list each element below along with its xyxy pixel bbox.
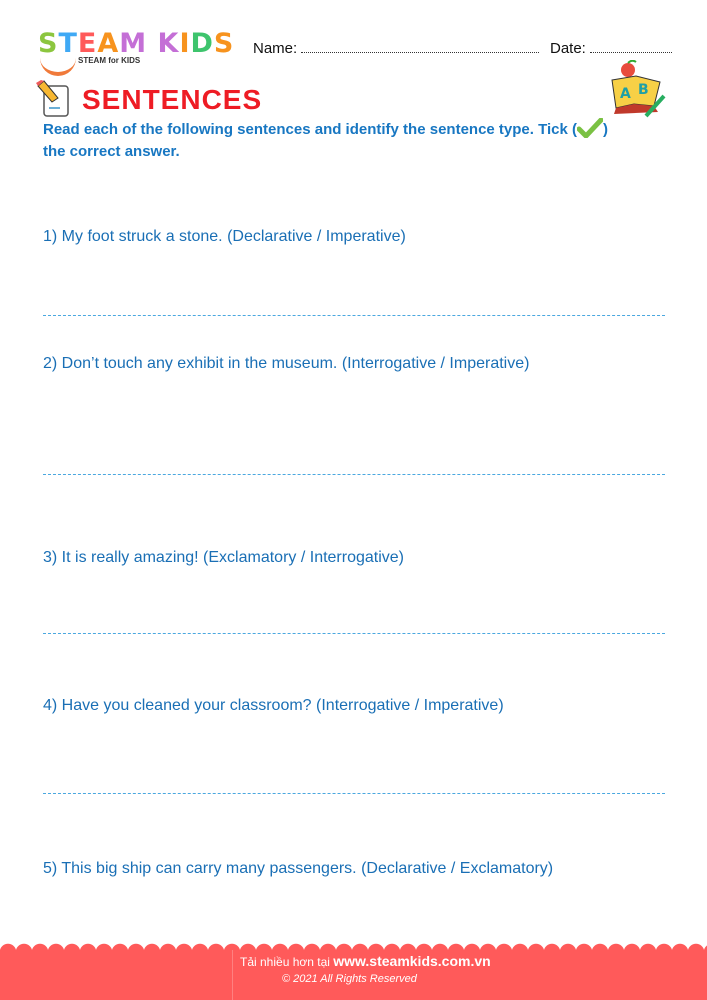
instructions-text: Read each of the following sentences and identify the sentence type. Tick ( bbox=[43, 121, 578, 138]
date-line[interactable] bbox=[590, 42, 672, 53]
logo-letter: I bbox=[179, 28, 191, 59]
pencil-paper-icon bbox=[36, 80, 76, 118]
footer-divider bbox=[232, 950, 233, 1000]
logo-letter: S bbox=[213, 28, 235, 59]
question-5: 5) This big ship can carry many passengers. (Declarative / Exclamatory) bbox=[43, 860, 554, 877]
checkmark-icon bbox=[577, 118, 603, 138]
logo-letter: T bbox=[58, 28, 78, 59]
answer-line-4[interactable] bbox=[43, 793, 665, 794]
abc-book-icon bbox=[606, 60, 666, 118]
steam-kids-logo bbox=[38, 30, 234, 57]
logo-letter: K bbox=[157, 28, 180, 59]
date-field[interactable] bbox=[550, 40, 672, 57]
question-4: 4) Have you cleaned your classroom? (Interrogative / Imperative) bbox=[43, 697, 504, 714]
date-label: Date: bbox=[550, 40, 586, 57]
logo-swoosh bbox=[40, 58, 76, 76]
svg-text:B: B bbox=[638, 82, 649, 98]
name-line[interactable] bbox=[301, 42, 539, 53]
logo-letter: E bbox=[77, 28, 98, 59]
logo-letter: M bbox=[119, 28, 148, 59]
svg-text:A: A bbox=[620, 86, 631, 102]
question-3: 3) It is really amazing! (Exclamatory / Interrogative) bbox=[43, 549, 405, 566]
page-title: SENTENCES bbox=[82, 84, 263, 115]
name-field[interactable] bbox=[253, 40, 539, 57]
logo-letter: D bbox=[190, 28, 214, 59]
answer-line-3[interactable] bbox=[43, 633, 665, 634]
logo-subtitle: STEAM for KIDS bbox=[78, 56, 141, 65]
instructions-paren: ) bbox=[603, 121, 609, 138]
answer-line-2[interactable] bbox=[43, 474, 665, 475]
instructions bbox=[43, 118, 673, 163]
question-2: 2) Don’t touch any exhibit in the museum. (Interrogative / Imperative) bbox=[43, 355, 530, 372]
footer-link-line bbox=[240, 953, 491, 969]
logo-letter bbox=[147, 30, 157, 57]
footer-prefix: Tải nhiều hơn tại bbox=[240, 955, 334, 969]
logo-letter: A bbox=[97, 28, 120, 59]
footer-copyright: © 2021 All Rights Reserved bbox=[282, 973, 417, 985]
answer-line-1[interactable] bbox=[43, 315, 665, 316]
question-1: 1) My foot struck a stone. (Declarative / Imperative) bbox=[43, 228, 406, 245]
instructions-text-2: the correct answer. bbox=[43, 143, 180, 160]
footer-url-link[interactable]: www.steamkids.com.vn bbox=[333, 953, 491, 969]
logo-letter: S bbox=[38, 28, 59, 59]
name-label: Name: bbox=[253, 40, 298, 57]
